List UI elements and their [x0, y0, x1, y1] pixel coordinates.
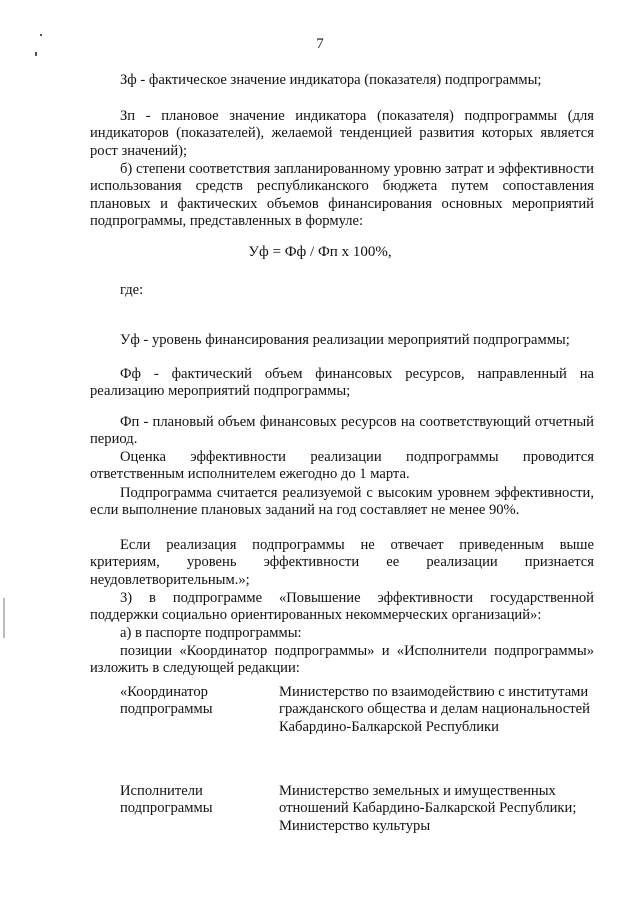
- paragraph-positions: позиции «Координатор подпрограммы» и «Исполнители подпрограммы» изложить в следующей редакции:: [90, 643, 594, 677]
- paragraph-zp: Зп - плановое значение индикатора (показателя) подпрограммы (для индикаторов (показателей), желаемой тенденцией развития которых является рост значений);: [90, 108, 594, 159]
- page-number: 7: [316, 36, 324, 52]
- paragraph-ff: Фф - фактический объем финансовых ресурсов, направленный на реализацию мероприятий подпрограммы;: [90, 366, 594, 400]
- table-row-value-executors: Министерство земельных и имущественных отношений Кабардино-Балкарской Республики; Министерство культуры: [279, 783, 577, 834]
- scan-mark: [3, 598, 5, 638]
- paragraph-unsatisfactory: Если реализация подпрограммы не отвечает приведенным выше критериям, уровень эффективности ее реализации признается неудовлетворительным.»;: [90, 537, 594, 588]
- paragraph-high-efficiency: Подпрограмма считается реализуемой с высоким уровнем эффективности, если выполнение плановых заданий на год составляет не менее 90%.: [90, 485, 594, 519]
- paragraph-passport: а) в паспорте подпрограммы:: [120, 625, 302, 641]
- paragraph-subprogram-3: 3) в подпрограмме «Повышение эффективности государственной поддержки социально ориентированных некоммерческих организаций»:: [90, 590, 594, 624]
- table-row-value-coordinator: Министерство по взаимодействию с институтами гражданского общества и делам национальностей Кабардино-Балкарской Республики: [279, 684, 590, 735]
- formula: Уф = Фф / Фп х 100%,: [248, 244, 392, 260]
- table-row-label-coordinator: «Координатор подпрограммы: [120, 684, 213, 718]
- paragraph-fp: Фп - плановый объем финансовых ресурсов на соответствующий отчетный период.: [90, 414, 594, 448]
- paragraph-eval: Оценка эффективности реализации подпрограммы проводится ответственным исполнителем ежегодно до 1 марта.: [90, 449, 594, 483]
- where-label: где:: [120, 282, 144, 298]
- paragraph-zf: Зф - фактическое значение индикатора (показателя) подпрограммы;: [120, 72, 542, 88]
- paragraph-uf: Уф - уровень финансирования реализации мероприятий подпрограммы;: [120, 332, 570, 348]
- paragraph-b: б) степени соответствия запланированному уровню затрат и эффективности использования средств республиканского бюджета путем сопоставления плановых и фактических объемов финансирования основных мероприятий подпрограммы, представленных в формуле:: [90, 161, 594, 230]
- table-row-label-executors: Исполнители подпрограммы: [120, 783, 213, 817]
